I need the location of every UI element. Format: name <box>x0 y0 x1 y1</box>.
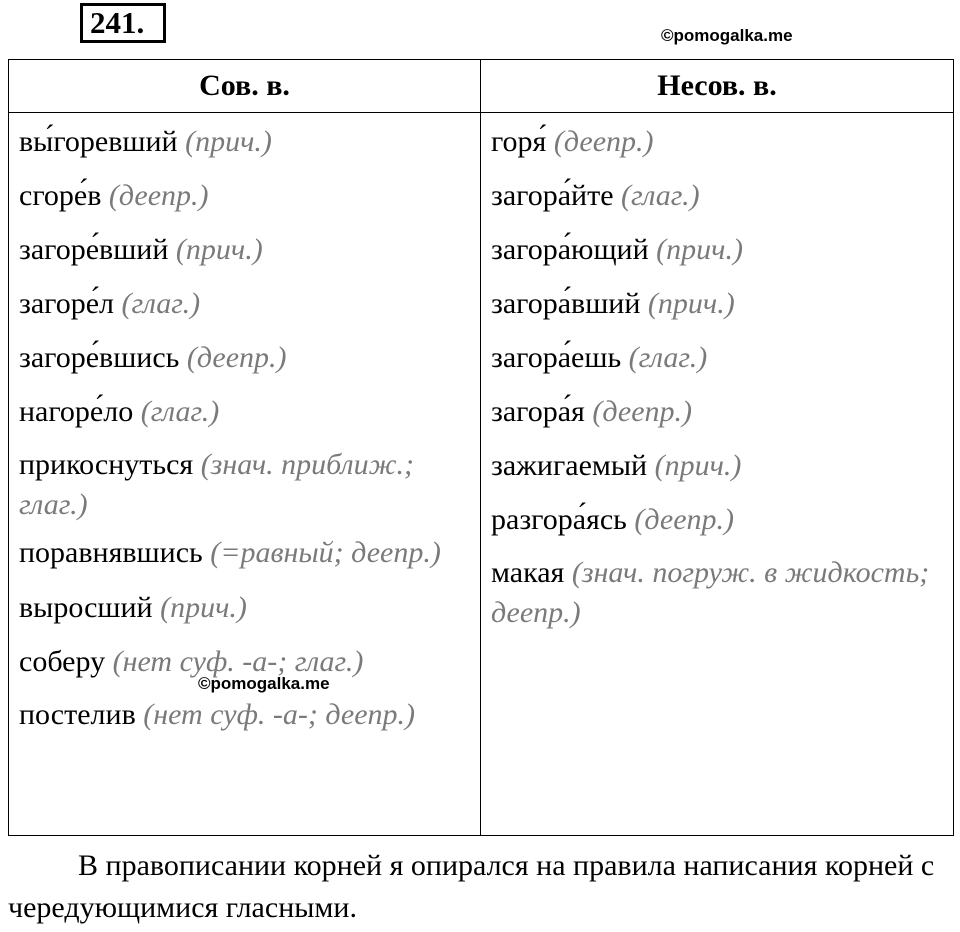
gloss: (нет суф. -а-; деепр.) <box>143 698 416 731</box>
gloss: (прич.) <box>160 591 247 624</box>
word: загора́вший <box>491 287 641 320</box>
word-entry <box>491 331 943 385</box>
gloss: (деепр.) <box>108 179 209 212</box>
word: поравнявшись <box>19 536 203 569</box>
word-entry <box>19 277 470 331</box>
word: сгоре́в <box>19 179 102 212</box>
gloss: (прич.) <box>175 233 263 266</box>
word-entry <box>19 385 470 439</box>
word: загоре́вший <box>19 233 169 266</box>
gloss: (прич.) <box>654 449 742 482</box>
gloss: (прич.) <box>647 287 735 320</box>
word: загоре́л <box>19 287 115 320</box>
word: выросший <box>19 591 153 624</box>
gloss: (глаг.) <box>140 395 220 428</box>
imperfective-column <box>481 113 954 836</box>
word-entry <box>19 331 470 385</box>
word: постелив <box>19 698 136 731</box>
word: загора́ющий <box>491 233 649 266</box>
word: соберу <box>19 645 106 678</box>
word-entry <box>19 223 470 277</box>
aspect-table <box>8 59 954 836</box>
gloss: (глаг.) <box>621 179 700 212</box>
perfective-column <box>9 113 481 836</box>
gloss: (глаг.) <box>121 287 201 320</box>
word: вы́горевший <box>19 125 178 158</box>
gloss: (прич.) <box>656 233 743 266</box>
gloss: (нет суф. -а-; глаг.) <box>112 645 364 678</box>
word: загора́ешь <box>491 341 622 374</box>
word: зажигаемый <box>491 449 648 482</box>
word-entry <box>491 115 943 169</box>
word-entry <box>19 445 470 525</box>
word: прикоснуться <box>19 448 194 481</box>
word-entry <box>491 385 943 439</box>
gloss: (=равный; деепр.) <box>210 536 441 569</box>
gloss: (глаг.) <box>628 341 708 374</box>
word-entry <box>19 635 470 689</box>
word-entry <box>491 277 943 331</box>
word: нагоре́ло <box>19 395 134 428</box>
word-entry <box>19 533 470 573</box>
word-entry <box>491 493 943 547</box>
word: горя́ <box>491 125 547 158</box>
gloss: (знач. погруж. в жидкость; деепр.) <box>491 556 930 629</box>
word-entry <box>491 223 943 277</box>
conclusion-paragraph: В правописании корней я опирался на правила написания корней с чередующимися гласными. <box>8 849 935 924</box>
word: макая <box>491 556 565 589</box>
header-perfective: Сов. в. <box>9 60 481 113</box>
word-entry <box>491 169 943 223</box>
header-imperfective: Несов. в. <box>481 60 954 113</box>
word: загора́йте <box>491 179 614 212</box>
word: разгора́ясь <box>491 503 627 536</box>
word-entry <box>491 439 943 493</box>
gloss: (деепр.) <box>553 125 654 158</box>
watermark: ©pomogalka.me <box>661 26 793 45</box>
word: загора́я <box>491 395 585 428</box>
watermark: ©pomogalka.me <box>198 674 330 693</box>
gloss: (знач. приближ.; глаг.) <box>19 448 414 521</box>
word-entry <box>19 695 470 735</box>
exercise-number: 241. <box>80 3 166 43</box>
word-entry <box>19 581 470 635</box>
gloss: (прич.) <box>185 125 272 158</box>
gloss: (деепр.) <box>592 395 692 428</box>
gloss: (деепр.) <box>186 341 287 374</box>
word-entry <box>491 553 943 633</box>
word-entry <box>19 115 470 169</box>
gloss: (деепр.) <box>634 503 734 536</box>
word-entry <box>19 169 470 223</box>
word: загоре́вшись <box>19 341 180 374</box>
